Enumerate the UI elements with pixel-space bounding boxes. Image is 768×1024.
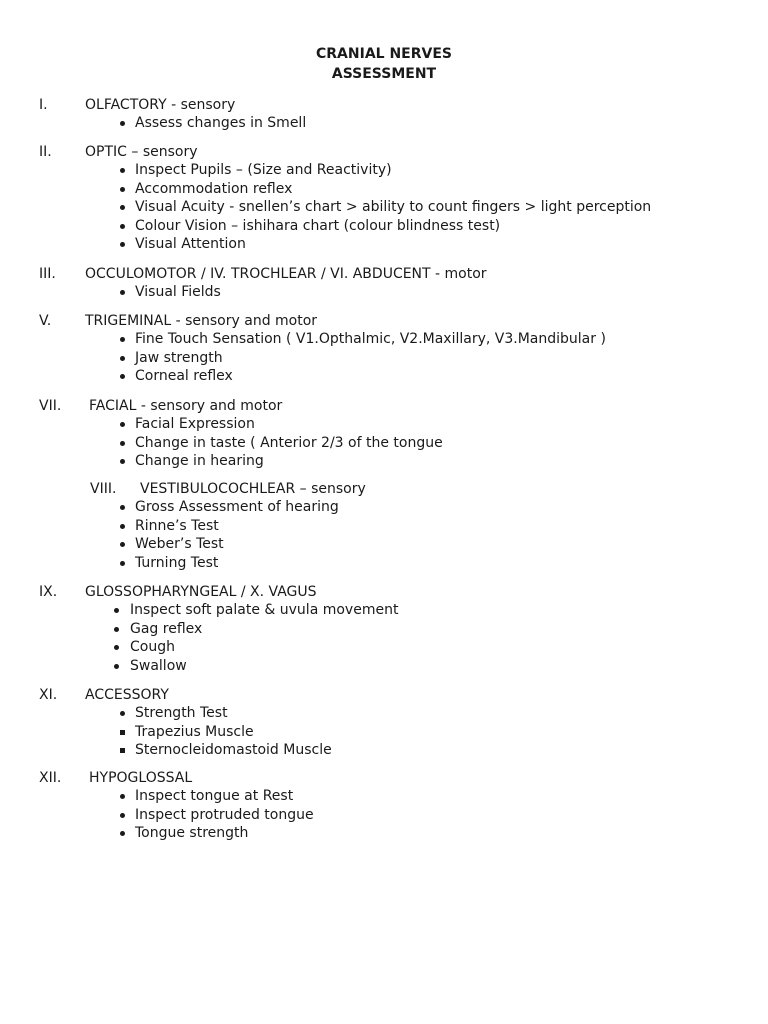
section-name: GLOSSOPHARYNGEAL / X. VAGUS [85,584,317,600]
list-item: Swallow [0,657,768,676]
section-name: VESTIBULOCOCHLEAR – sensory [140,481,366,497]
bullet-icon [120,794,125,799]
bullet-icon [120,242,125,247]
section-number: XI. [39,687,58,703]
bullet-icon [120,374,125,379]
section-heading [0,265,768,283]
bullet-icon [120,542,125,547]
bullet-icon [114,627,119,632]
document-subtitle: ASSESSMENT [331,66,437,82]
list-item: Corneal reflex [0,367,768,386]
list-item: Inspect soft palate & uvula movement [0,601,768,620]
list-item: Trapezius Muscle [0,723,768,742]
list-item: Jaw strength [0,349,768,368]
item-list [0,283,768,302]
bullet-icon [114,664,119,669]
list-item: Turning Test [0,554,768,573]
bullet-icon [120,187,125,192]
section-name: OCCULOMOTOR / IV. TROCHLEAR / VI. ABDUCENT - motor [85,266,487,282]
bullet-icon [120,524,125,529]
section-trigeminal [0,312,768,386]
section-vestibulocochlear [0,480,768,572]
bullet-icon [120,459,125,464]
section-number: XII. [39,770,62,786]
list-item: Fine Touch Sensation ( V1.Opthalmic, V2.Maxillary, V3.Mandibular ) [0,330,768,349]
bullet-icon [120,505,125,510]
bullet-icon [120,356,125,361]
section-number: I. [39,97,48,113]
section-number: IX. [39,584,58,600]
bullet-icon [120,422,125,427]
list-item: Visual Acuity - snellen’s chart > ability to count fingers > light perception [0,198,768,217]
bullet-icon [114,608,119,613]
section-number: VIII. [90,481,117,497]
list-item: Weber’s Test [0,535,768,554]
list-item: Inspect tongue at Rest [0,787,768,806]
bullet-icon [120,337,125,342]
section-name: TRIGEMINAL - sensory and motor [85,313,318,329]
list-item: Assess changes in Smell [0,114,768,133]
list-item: Visual Attention [0,235,768,254]
list-item: Gag reflex [0,620,768,639]
bullet-icon [114,645,119,650]
list-item: Strength Test [0,704,768,723]
square-bullet-icon [120,748,125,753]
bullet-icon [120,121,125,126]
list-item: Change in taste ( Anterior 2/3 of the tongue [0,434,768,453]
list-item: Visual Fields [0,283,768,302]
section-olfactory [0,96,768,133]
section-number: II. [39,144,52,160]
section-hypoglossal [0,769,768,843]
section-name: OLFACTORY - sensory [85,97,236,113]
bullet-icon [120,441,125,446]
section-name: ACCESSORY [85,687,169,703]
bullet-icon [120,831,125,836]
list-item: Inspect Pupils – (Size and Reactivity) [0,161,768,180]
item-list [0,114,768,133]
list-item: Gross Assessment of hearing [0,498,768,517]
item-list [0,601,768,675]
bullet-icon [120,290,125,295]
section-name: FACIAL - sensory and motor [89,398,283,414]
section-name: HYPOGLOSSAL [89,770,193,786]
list-item: Tongue strength [0,824,768,843]
section-optic [0,143,768,254]
section-heading [0,96,768,114]
item-list [0,704,768,760]
square-bullet-icon [120,730,125,735]
bullet-icon [120,813,125,818]
section-heading [0,583,768,601]
section-glossopharyngeal [0,583,768,675]
list-item: Change in hearing [0,452,768,471]
section-number: III. [39,266,56,282]
item-list [0,161,768,254]
list-item: Sternocleidomastoid Muscle [0,741,768,760]
bullet-icon [120,205,125,210]
section-occulomotor [0,265,768,302]
list-item: Colour Vision – ishihara chart (colour blindness test) [0,217,768,236]
section-heading [0,769,768,787]
list-item: Cough [0,638,768,657]
list-item: Rinne’s Test [0,517,768,536]
section-heading [0,686,768,704]
bullet-icon [120,561,125,566]
bullet-icon [120,168,125,173]
document-title: CRANIAL NERVES [316,46,452,62]
section-heading [0,143,768,161]
bullet-icon [120,711,125,716]
list-item: Facial Expression [0,415,768,434]
list-item: Accommodation reflex [0,180,768,199]
list-item: Inspect protruded tongue [0,806,768,825]
section-facial [0,397,768,471]
item-list [0,330,768,386]
section-heading [0,312,768,330]
section-heading [0,480,768,498]
section-heading [0,397,768,415]
bullet-icon [120,224,125,229]
item-list [0,498,768,572]
item-list [0,787,768,843]
section-number: VII. [39,398,62,414]
item-list [0,415,768,471]
section-number: V. [39,313,52,329]
section-name: OPTIC – sensory [85,144,198,160]
section-accessory [0,686,768,760]
